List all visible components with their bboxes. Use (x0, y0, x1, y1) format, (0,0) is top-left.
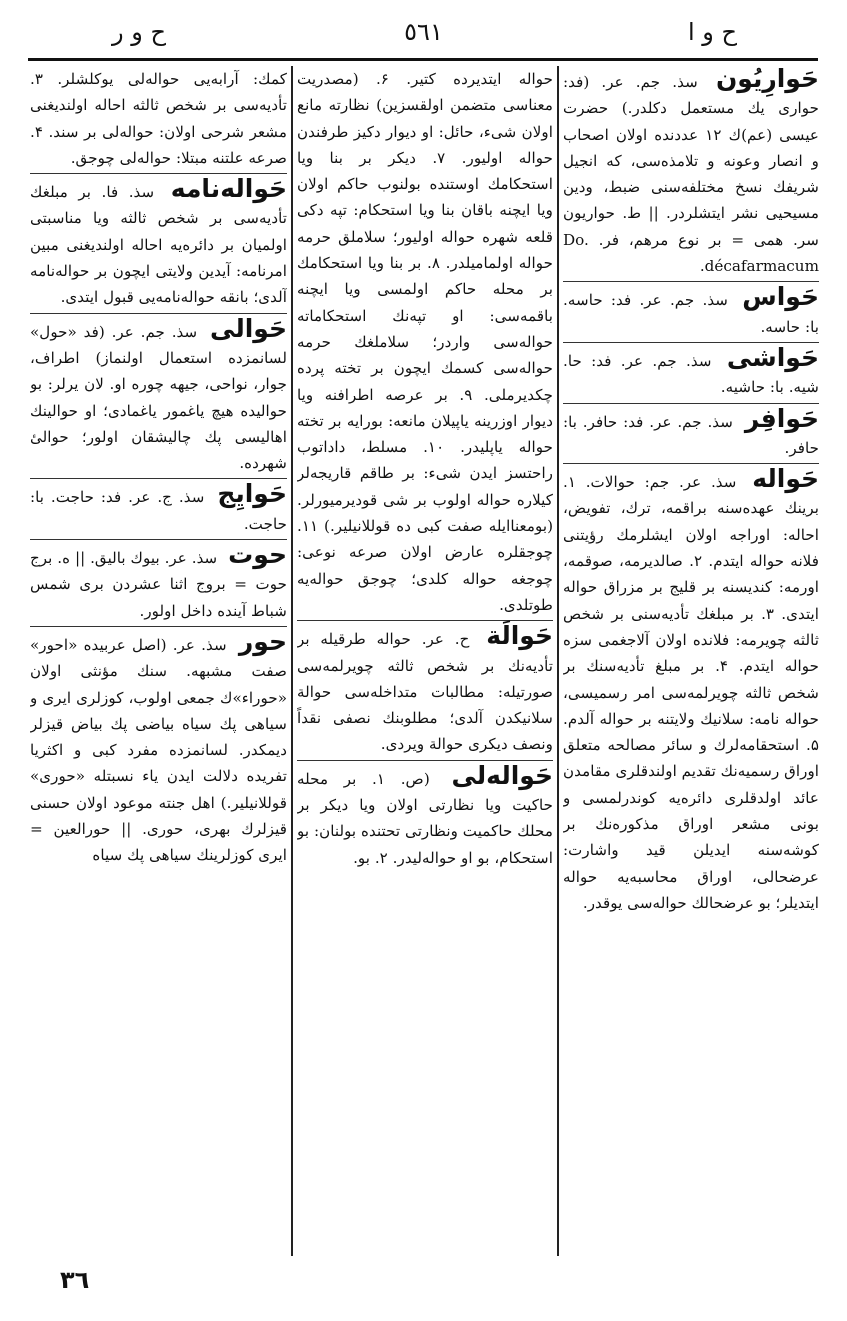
entry-headword: حوت (228, 540, 287, 570)
dictionary-entry (297, 623, 553, 760)
entry-headword: حَوالی (210, 313, 287, 343)
entry-headword: حَوافِر (744, 403, 819, 433)
dictionary-entry (30, 542, 287, 627)
dictionary-entry (563, 284, 819, 343)
dictionary-entry-continuation (30, 66, 287, 174)
entry-headword: حَواله (752, 464, 819, 494)
entry-definition: سذ. فا. بر مبلغك تأدیه‌سی بر شخص ثالثه ویا مناسبتی اولمیان بر دائره‌یه احاله اولندیغنی مبین امرنامه: آیدین ولایتی ایچون بر حواله‌نامه آلدی؛ بانقه حواله‌نامه‌یی قبول ایتدی. (30, 183, 287, 307)
dictionary-entry (563, 342, 819, 404)
dictionary-entry (30, 481, 287, 540)
entry-definition: كمك: آرابه‌یی حواله‌لی یوكلشلر. ۳. تأدیه‌سی بر شخص ثالثه احاله اولندیغنی مشعر شرحی اولان: حواله‌لی بر سند. ۴. صرعه علتنه مبتلا: حواله‌لی چوجق. (30, 70, 287, 167)
dictionary-entry (563, 403, 819, 465)
entry-headword: حَوایِج (217, 479, 287, 509)
column-middle (297, 66, 553, 1246)
entry-definition: سذ. جم. عر. (فد: حواری یك مستعمل دكلدر.) حضرت عیسی (عم)ك ۱۲ عددنده اولان اصحاب و انصار وعونه و تلامذه‌سی، كه انجیل شریفك نسخ مختلفه‌سنی ضبط، ودین مسیحیی نشر ایتشلردر. || ط. حواریون سر. همی = بر نوع مرهم، فر. Do. décafarmacum. (563, 73, 819, 276)
column-right (563, 66, 819, 1246)
entry-definition: سذ. عر. بیوك بالیق. || ه. برج حوت = بروج اثنا عشردن بری شمس شباط آینده داخل اولور. (30, 549, 287, 620)
entry-headword: حَواس (742, 282, 819, 312)
dictionary-entry (563, 466, 819, 918)
entry-headword: حَواشی (726, 342, 819, 372)
signature-mark: ٣٦ (60, 1266, 90, 1294)
entry-headword: حَواله‌نامه (170, 174, 287, 204)
dictionary-entry (30, 313, 287, 480)
dictionary-entry (30, 626, 287, 871)
entry-definition: سذ. عر. (اصل عربیده «احور» صفت مشبهه. سنك مؤنثی اولان «حوراء»ك جمعی اولوب، كوزلری ایری و سیاهی پك سیاه بیاضی پك بیاض قیزلر دیمكدر. لسانمزده مفرد كبی و اكثریا تفریده دلالت ایدن یاء نسبتله «حوری» قوللانیلیر.) اهل جنته موعود اولان حسنی قیزلرك بهری، حوری. || حورالعین = ایری كوزلرینك سیاهی پك سیاه (30, 635, 287, 865)
entry-definition: سذ. عر. جم: حوالات. ۱. برینك عهده‌سنه براقمه، ترك، تفویض، احاله: اوراجه اولان ایشلرمك رؤیتنی فلانه حواله ایتدم. ۲. صالدیرمه، صوقمه، اورمه: كندیسنه بر قلیج بر مزراق حواله ایتدی. ۳. بر مبلغك تأدیه‌سنی بر شخص ثالثه چویرمه: فلانده اولان آلاجغمی سزه حواله ایتدم. ۴. بر مبلغ تأدیه‌سنك بر شخص ثالثه چویرلمه‌سی امر رسمیسی، حواله نامه: سلانیك ولایتنه بر حواله آلدم. ۵. استحقامه‌لرك و سائر مصالحه متعلق اوراق رسمیه‌نك تقدیم اولندقلری مقامدن عائد اولدقلری دائره‌یه كوندرلمسی و بونی مشعر اوراق مذكوره‌نك بر كوشه‌سنه ایدیلن قید واشارت: عرضحالی، اوراق محاسبه‌یه حواله ایتدیلر؛ بو عرضحالك حواله‌سی یوقدر. (563, 473, 819, 912)
entry-headword: حَوالَة (486, 621, 553, 651)
entry-headword: حور (238, 626, 287, 656)
column-divider (557, 66, 559, 1256)
entry-headword: حَوارِیُون (715, 66, 819, 93)
entry-headword: حَواله‌لی (451, 760, 553, 790)
entry-definition: سذ. جم. عر. (فد «حول» لسانمزده استعمال اولنماز) اطراف، جوار، نواحی، جیهه چوره او. لان یرلر: بو حوالیده هیچ یاغمور یاغمادی؛ او حوالینك اهالیسی پك چالیشقان اولور؛ حوالیٔ شهرده. (30, 322, 287, 473)
page-number: ٥٦١ (404, 18, 443, 46)
column-left (30, 66, 287, 1246)
column-divider (291, 66, 293, 1256)
dictionary-entry-continuation (297, 66, 553, 621)
dictionary-entry (30, 176, 287, 313)
entry-definition: ح. عر. حواله طرقیله بر تأدیه‌نك بر شخص ثالثه چویرلمه‌سی صورتیله: مطالبات متداخله‌سی حوالة سلانیكدن آلدی؛ مطلوبنك نصفی نقداً ونصف دیكری حوالة ویردی. (297, 630, 553, 754)
header-letters-right: ح و ا (687, 18, 737, 46)
header-rule (28, 58, 818, 61)
dictionary-entry (563, 66, 819, 282)
page-header (0, 18, 847, 58)
entry-definition: سذ. جم. عر. فد: حاسه. با: حاسه. (563, 291, 819, 336)
header-letters-left: ح و ر (112, 18, 166, 46)
entry-definition: حواله ایتدیرده كتیر. ۶. (مصدریت معناسی متضمن اولقسزین) نظارته مانع اولان شیء، حائل: او دیوار دكیز طرفندن حواله اولیور. ۷. دیكر بر بنا ویا استحكامك اوستنده بولنوب حاكم اولان ویا ایچنه باقان بنا ویا استحكام: تپه دكی قلعه شهره حواله اولیور؛ سلاملق حرمه حواله اولمامیلدر. ۸. بر بنا ویا استحكامك بر محله حاكم اولمسی ویا ایچنه باقمه‌سی: او تپه‌نك استحكاماته حواله‌سی واردر؛ سلاملغك حرمه حواله‌سی كسمك ایچون بر تخته پرده چكدیرملی. ۹. بر عرصه اطرافنه ویا دیوار اوزرینه یاپیلان مانعه: بورایه بر تخته حواله یاپلیدر. ۱۰. مسلط، داداتوب راحتسز ایدن شیء: بر طاقم قاریجه‌لر كیلاره حواله اولوب بر شی قودیرمیورلر. (بومعناایله صفت كبی ده قوللانیلیر.) ۱۱. چوجقلره عارض اولان صرعه نوعی: چوجغه حواله كلدی؛ چوجق حواله‌یه طوتلدی. (297, 70, 553, 614)
entry-definition: (ص. ۱. بر محله حاكیت ویا نظارتی اولان ویا دیكر بر محلك حاكمیت ونظارتی تحتنده بولنان: بو استحكام، بو او حواله‌لیدر. ۲. بو. (297, 769, 553, 867)
entry-definition: سذ. جم. عر. فد: حافر. با: حافر. (563, 412, 819, 457)
entry-definition: سذ. ج. عر. فد: حاجت. با: حاجت. (30, 488, 287, 533)
entry-definition: سذ. جم. عر. فد: حا. شیه. با: حاشیه. (563, 351, 819, 397)
dictionary-entry (297, 760, 553, 873)
